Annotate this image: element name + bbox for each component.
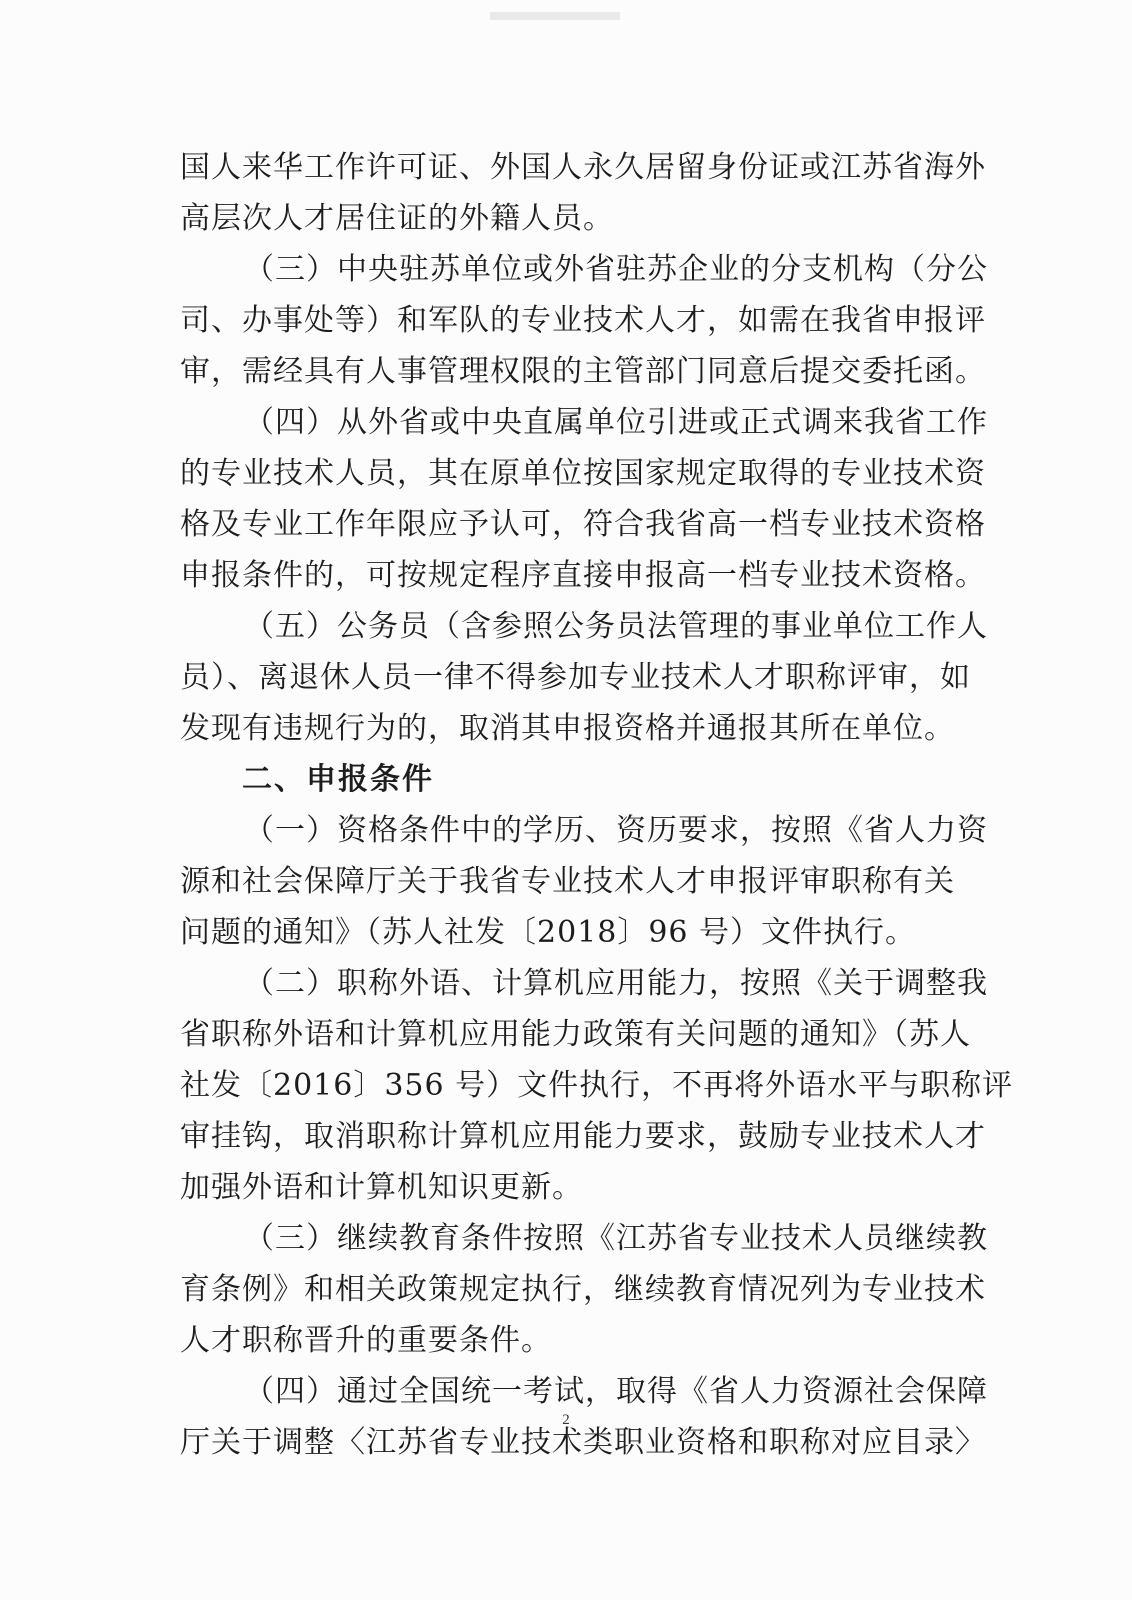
text-line: 社发〔2016〕356 号）文件执行，不再将外语水平与职称评 — [180, 1068, 1014, 1103]
text-line: （三）继续教育条件按照《江苏省专业技术人员继续教 — [244, 1221, 988, 1256]
text-line: 高层次人才居住证的外籍人员。 — [180, 201, 614, 236]
text-line: 人才职称晋升的重要条件。 — [180, 1323, 552, 1358]
text-line: （四）通过全国统一考试，取得《省人力资源社会保障 — [244, 1374, 988, 1409]
text-line: 问题的通知》（苏人社发〔2018〕96 号）文件执行。 — [180, 915, 917, 950]
text-line: 加强外语和计算机知识更新。 — [180, 1170, 583, 1205]
body-text — [180, 142, 1014, 1468]
text-line: 申报条件的，可按规定程序直接申报高一档专业技术资格。 — [180, 558, 986, 593]
page-number: 2 — [562, 1412, 570, 1428]
text-line: 国人来华工作许可证、外国人永久居留身份证或江苏省海外 — [180, 150, 986, 185]
text-line: 审，需经具有人事管理权限的主管部门同意后提交委托函。 — [180, 354, 986, 389]
text-line: 的专业技术人员，其在原单位按国家规定取得的专业技术资 — [180, 456, 986, 491]
section-heading: 二、申报条件 — [242, 762, 434, 797]
text-line: （五）公务员（含参照公务员法管理的事业单位工作人 — [244, 609, 988, 644]
text-line: 发现有违规行为的，取消其申报资格并通报其所在单位。 — [180, 711, 955, 746]
text-line: 格及专业工作年限应予认可，符合我省高一档专业技术资格 — [180, 507, 986, 542]
text-line: 司、办事处等）和军队的专业技术人才，如需在我省申报评 — [180, 303, 986, 338]
text-line: （一）资格条件中的学历、资历要求，按照《省人力资 — [244, 813, 988, 848]
text-line: 育条例》和相关政策规定执行，继续教育情况列为专业技术 — [180, 1272, 986, 1307]
text-line: 源和社会保障厅关于我省专业技术人才申报评审职称有关 — [180, 864, 955, 899]
text-line: （三）中央驻苏单位或外省驻苏企业的分支机构（分公 — [244, 252, 988, 287]
text-line: 省职称外语和计算机应用能力政策有关问题的通知》（苏人 — [180, 1017, 971, 1052]
text-line: 审挂钩，取消职称计算机应用能力要求，鼓励专业技术人才 — [180, 1119, 986, 1154]
text-line: 员）、离退休人员一律不得参加专业技术人才职称评审，如 — [180, 660, 971, 695]
scan-artifact — [490, 12, 620, 20]
text-line: 厅关于调整〈江苏省专业技术类职业资格和职称对应目录〉 — [180, 1425, 986, 1460]
text-line: （二）职称外语、计算机应用能力，按照《关于调整我 — [244, 966, 988, 1001]
text-line: （四）从外省或中央直属单位引进或正式调来我省工作 — [244, 405, 988, 440]
